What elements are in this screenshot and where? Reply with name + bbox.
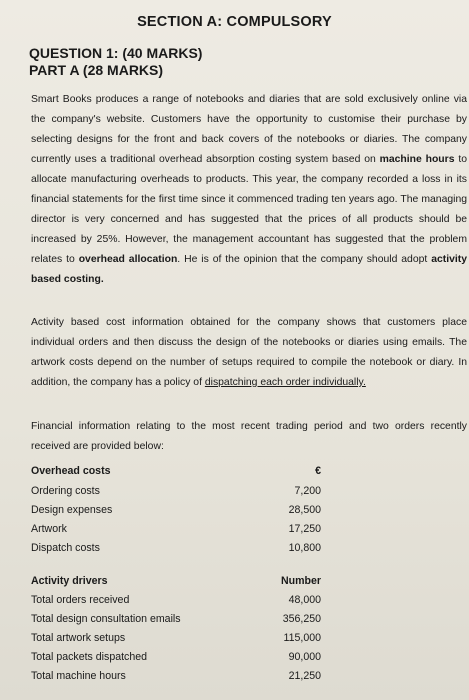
table-row [31, 482, 321, 501]
paragraph-2-underlined: dispatching each order individually. [204, 377, 366, 388]
table-row [31, 501, 321, 520]
table-row [31, 648, 321, 667]
paragraph-1-text-c: . He is of the opinion that the company should adopt [177, 254, 432, 265]
row-value: 7,200 [294, 485, 321, 497]
row-label: Total artwork setups [31, 632, 126, 644]
paragraph-1-bold-machine-hours: machine hours [379, 154, 455, 165]
section-title: SECTION A: COMPULSORY [137, 14, 332, 30]
table-row [31, 610, 321, 629]
row-label: Total machine hours [31, 670, 126, 682]
paragraph-3: Financial information relating to the most recent trading period and two orders recently received are provided below: [31, 421, 467, 452]
row-value: 17,250 [288, 523, 321, 535]
table-row [31, 591, 321, 610]
row-value: 21,250 [288, 670, 321, 682]
table-row [31, 539, 321, 558]
question-title: QUESTION 1: (40 MARKS) [29, 45, 203, 61]
table-row [31, 667, 321, 686]
row-value: 356,250 [282, 613, 321, 625]
paragraph-1-text-a: Smart Books produces a range of notebooks and diaries that are sold exclusively online via the company's website. Customers have the opportunity to customise their purchase by selecting designs for the front and back covers of the notebooks or diaries. The company currently uses a traditional overhead absorption costing system based on [31, 94, 467, 165]
activity-drivers-header-label: Activity drivers [31, 575, 108, 587]
row-label: Total design consultation emails [31, 613, 181, 625]
overhead-costs-header-label: Overhead costs [31, 465, 111, 477]
row-value: 28,500 [288, 504, 321, 516]
row-value: 90,000 [288, 651, 321, 663]
paragraph-1 [31, 90, 467, 290]
row-label: Total packets dispatched [31, 651, 148, 663]
part-title: PART A (28 MARKS) [29, 62, 164, 78]
paragraph-2 [31, 313, 467, 393]
row-label: Dispatch costs [31, 542, 100, 554]
paragraph-1-text-b: to allocate manufacturing overheads to products. This year, the company recorded a loss in its financial statements for the first time since it commenced trading ten years ago. The managing director is very concerned and has suggested that the prices of all products should be increased by 25%. However, the management accountant has suggested that the problem relates to [31, 154, 467, 265]
activity-drivers-header-unit: Number [280, 575, 321, 587]
row-label: Total orders received [31, 594, 130, 606]
overhead-costs-header-unit: € [315, 465, 321, 477]
row-value: 115,000 [283, 632, 321, 644]
activity-drivers-header [31, 572, 321, 591]
table-row [31, 520, 321, 539]
overhead-costs-header [31, 462, 321, 481]
paragraph-1-bold-abc: activity based costing. [31, 254, 467, 285]
row-label: Design expenses [31, 504, 113, 516]
table-row [31, 629, 321, 648]
row-value: 48,000 [288, 594, 321, 606]
row-label: Ordering costs [31, 485, 100, 497]
paragraph-1-bold-overhead-allocation: overhead allocation [78, 254, 178, 265]
paragraph-2-text: Activity based cost information obtained for the company shows that customers place individual orders and then discuss the design of the notebooks or diaries using emails. The artwork costs depend on the number of setups required to compile the notebook or diary. In addition, the company has a policy of [31, 317, 467, 388]
row-label: Artwork [31, 523, 67, 535]
row-value: 10,800 [288, 542, 321, 554]
